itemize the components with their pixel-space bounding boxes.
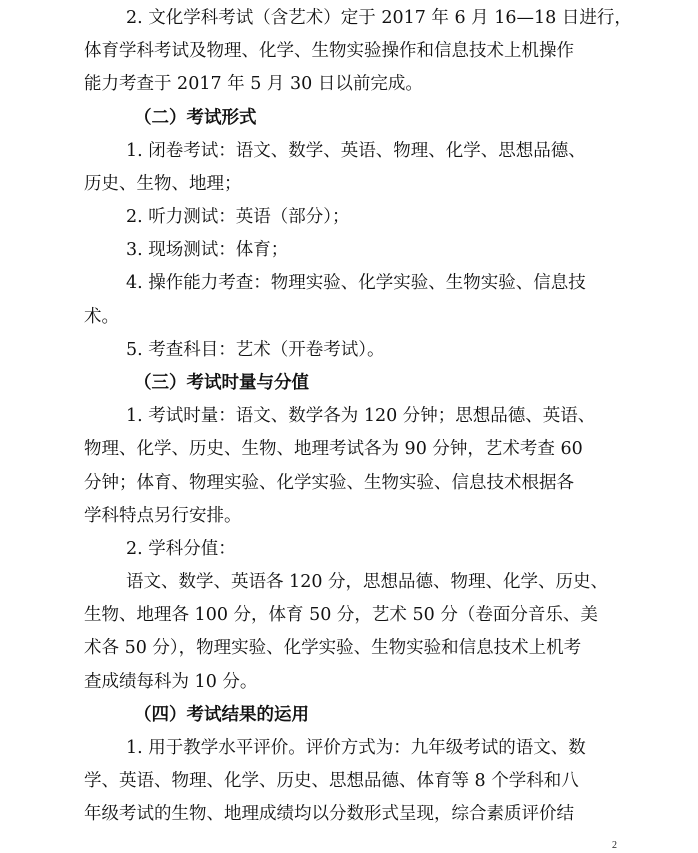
section-heading: （三）考试时量与分值 [134, 373, 309, 393]
paragraph-line: 1. 闭卷考试：语文、数学、英语、物理、化学、思想品德、 [126, 141, 586, 161]
paragraph-line: 术各 50 分），物理实验、化学实验、生物实验和信息技术上机考 [84, 638, 582, 658]
paragraph-line: 年级考试的生物、地理成绩均以分数形式呈现，综合素质评价结 [84, 804, 574, 824]
paragraph-line: 学科特点另行安排。 [84, 506, 242, 526]
paragraph-line: 3. 现场测试：体育； [126, 240, 289, 260]
paragraph-line: 能力考查于 2017 年 5 月 30 日以前完成。 [84, 74, 423, 94]
paragraph-line: 2. 听力测试：英语（部分）； [126, 207, 350, 227]
paragraph-line: 1. 考试时量：语文、数学各为 120 分钟；思想品德、英语、 [126, 406, 596, 426]
paragraph-line: 体育学科考试及物理、化学、生物实验操作和信息技术上机操作 [84, 41, 574, 61]
paragraph-line: 查成绩每科为 10 分。 [84, 672, 258, 692]
paragraph-line: 2. 文化学科考试（含艺术）定于 2017 年 6 月 16—18 日进行， [126, 8, 632, 28]
paragraph-line: 术。 [84, 307, 119, 327]
page-number: 2 [612, 840, 617, 851]
paragraph-line: 学、英语、物理、化学、历史、思想品德、体育等 8 个学科和八 [84, 771, 579, 791]
paragraph-line: 生物、地理各 100 分，体育 50 分，艺术 50 分（卷面分音乐、美 [84, 605, 598, 625]
paragraph-line: 1. 用于教学水平评价。评价方式为：九年级考试的语文、数 [126, 738, 586, 758]
paragraph-line: 分钟；体育、物理实验、化学实验、生物实验、信息技术根据各 [84, 473, 574, 493]
paragraph-line: 4. 操作能力考查：物理实验、化学实验、生物实验、信息技 [126, 273, 586, 293]
paragraph-line: 历史、生物、地理； [84, 174, 242, 194]
section-heading: （二）考试形式 [134, 108, 257, 128]
paragraph-line: 物理、化学、历史、生物、地理考试各为 90 分钟，艺术考查 60 [84, 439, 583, 459]
paragraph-line: 2. 学科分值： [126, 539, 236, 559]
section-heading: （四）考试结果的运用 [134, 705, 309, 725]
paragraph-line: 5. 考查科目：艺术（开卷考试）。 [126, 340, 385, 360]
paragraph-line: 语文、数学、英语各 120 分，思想品德、物理、化学、历史、 [126, 572, 609, 592]
